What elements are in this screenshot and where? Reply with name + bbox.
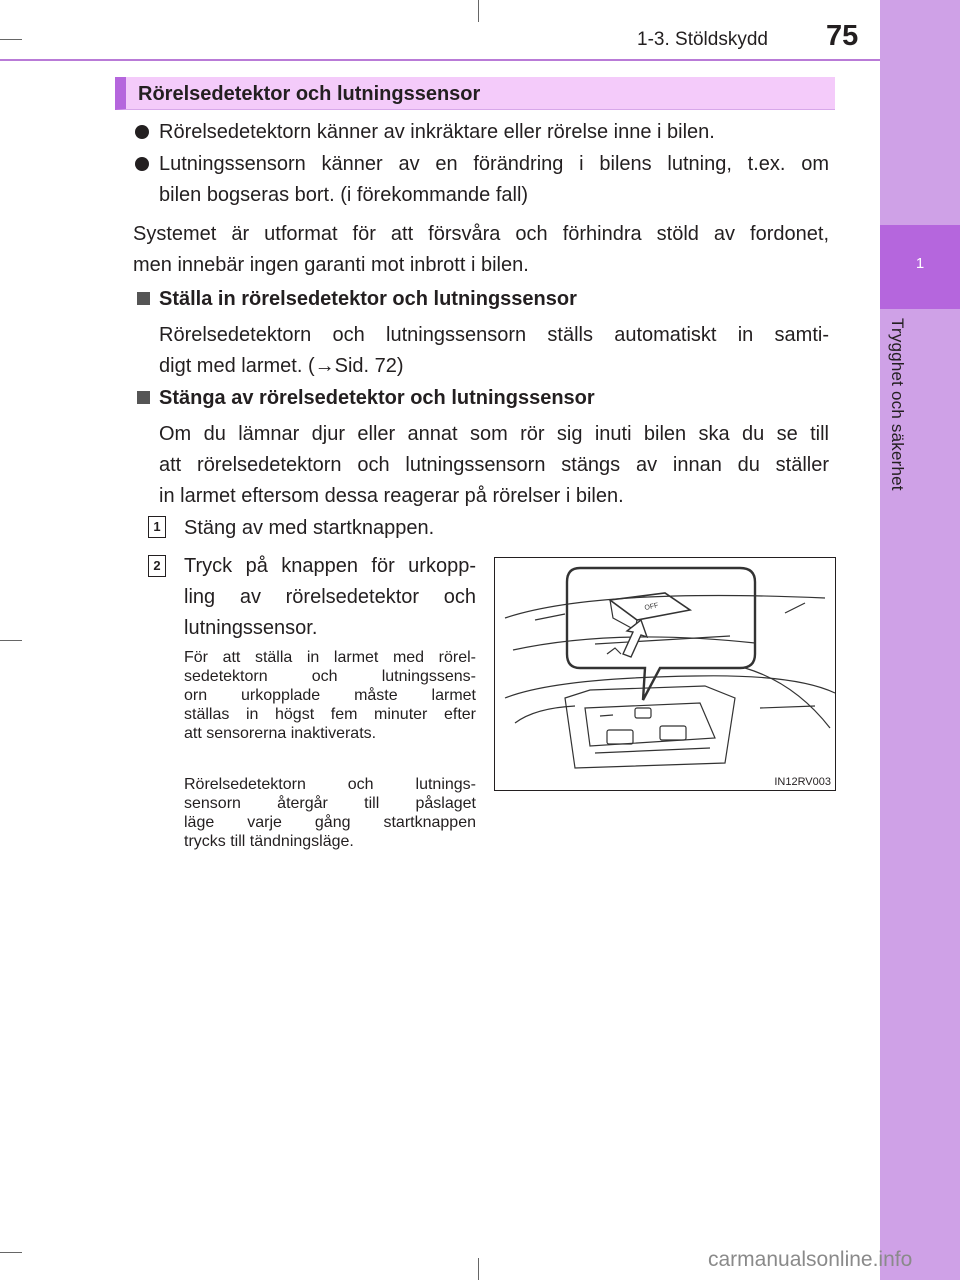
- section-title: 1-3. Stöldskydd: [637, 29, 768, 50]
- chapter-tab: [880, 225, 960, 309]
- header-rule: [0, 59, 880, 61]
- crop-mark: [0, 640, 22, 641]
- bullet-text: Lutningssensorn känner av en förändring i bilens lutning, t.ex. om: [159, 153, 829, 175]
- note-text: ställas in högst fem minuter efter: [184, 706, 476, 723]
- crop-mark: [0, 1252, 22, 1253]
- note-text: trycks till tändningsläge.: [184, 833, 354, 850]
- bullet-text: bilen bogseras bort. (i förekommande fall): [159, 184, 529, 206]
- console-drawing: [495, 558, 836, 791]
- note-text: sedetektorn och lutningssens-: [184, 668, 476, 685]
- chapter-number: 1: [915, 255, 925, 272]
- subheading: Ställa in rörelsedetektor och lutningssensor: [159, 288, 577, 310]
- step-number-box: 2: [148, 555, 166, 577]
- section-heading-text: Rörelsedetektor och lutningssensor: [138, 83, 481, 105]
- paragraph: Om du lämnar djur eller annat som rör sig inuti bilen ska du se till: [159, 423, 829, 445]
- step-text: lutningssensor.: [184, 617, 318, 639]
- paragraph: in larmet eftersom dessa reagerar på rörelser i bilen.: [159, 485, 624, 507]
- note-text: orn urkopplade måste larmet: [184, 687, 476, 704]
- paragraph: Rörelsedetektorn och lutningssensorn ställs automatiskt in samti-: [159, 324, 829, 346]
- step-number-box: 1: [148, 516, 166, 538]
- crop-mark: [478, 0, 479, 22]
- step-text: Stäng av med startknappen.: [184, 517, 435, 539]
- note-text: För att ställa in larmet med rörel-: [184, 649, 476, 666]
- step-text: Tryck på knappen för urkopp-: [184, 555, 476, 577]
- note-text: läge varje gång startknappen: [184, 814, 476, 831]
- intro-text: men innebär ingen garanti mot inbrott i bilen.: [133, 254, 529, 276]
- paragraph: att rörelsedetektorn och lutningssensorn stängs av innan du ställer: [159, 454, 829, 476]
- square-bullet-icon: [137, 391, 150, 404]
- switch-label: OFF: [643, 602, 660, 612]
- note-text: sensorn återgår till påslaget: [184, 795, 476, 812]
- paragraph: digt med larmet. (→Sid. 72): [159, 355, 404, 377]
- intro-text: Systemet är utformat för att försvåra och förhindra stöld av fordonet,: [133, 223, 829, 245]
- chapter-label: Trygghet och säkerhet: [888, 318, 907, 491]
- crop-mark: [478, 1258, 479, 1280]
- step-text: ling av rörelsedetektor och: [184, 586, 476, 608]
- side-strip: [880, 0, 960, 1280]
- bullet-icon: [135, 125, 149, 139]
- watermark: carmanualsonline.info: [708, 1248, 913, 1271]
- overhead-console-illustration: [494, 557, 836, 791]
- note-text: Rörelsedetektorn och lutnings-: [184, 776, 476, 793]
- subheading: Stänga av rörelsedetektor och lutningssensor: [159, 387, 595, 409]
- note-text: att sensorerna inaktiverats.: [184, 725, 377, 742]
- crop-mark: [0, 39, 22, 40]
- section-heading: [115, 77, 835, 110]
- bullet-text: Rörelsedetektorn känner av inkräktare eller rörelse inne i bilen.: [159, 121, 715, 143]
- bullet-icon: [135, 157, 149, 171]
- page-number: 75: [826, 20, 859, 52]
- square-bullet-icon: [137, 292, 150, 305]
- figure-code: IN12RV003: [774, 776, 831, 788]
